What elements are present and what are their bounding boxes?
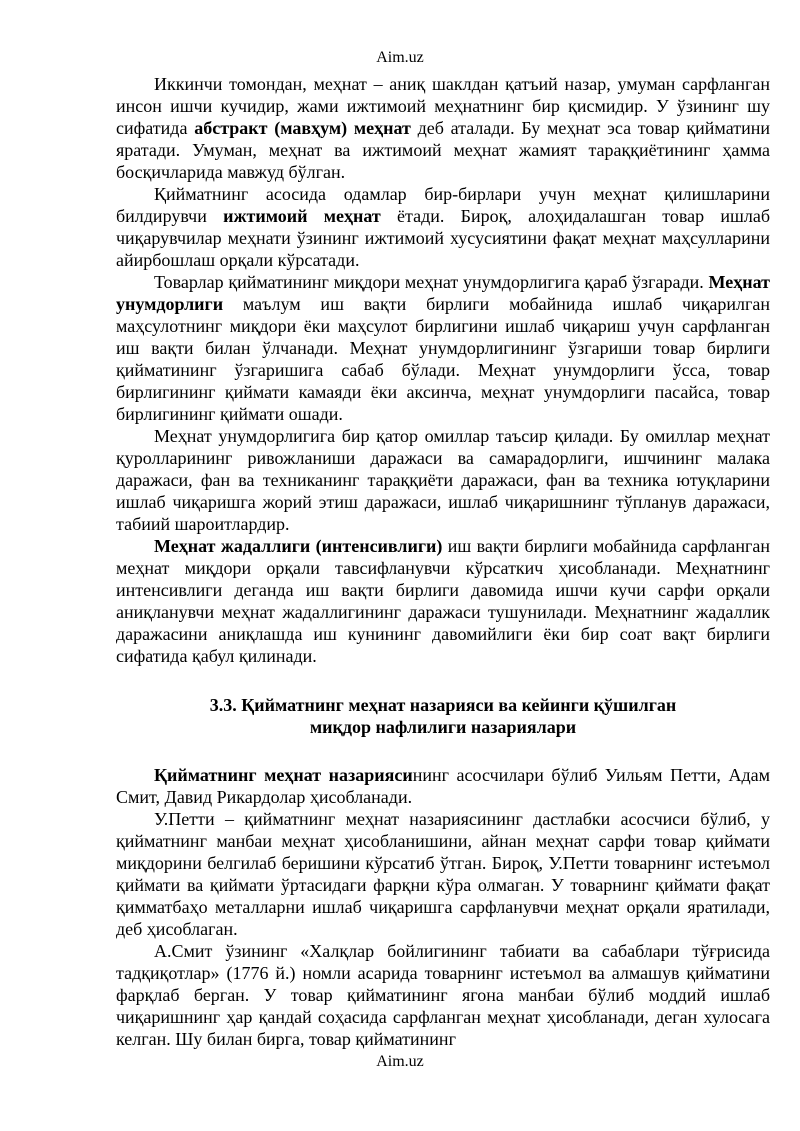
paragraphs-section-2 [116, 764, 770, 1050]
paragraph-text: нинг асосчилари бўлиб Уильям Петти, Адам Смит, Давид Рикардолар ҳисобланади. [116, 765, 771, 807]
page-footer: Aim.uz [376, 1053, 424, 1070]
paragraph [116, 425, 770, 535]
paragraph-text: Иккинчи томондан, меҳнат – аниқ шаклдан қатъий назар, умуман сарфланган инсон ишчи кучидир, жами ижтимоий меҳнатнинг бир қисмидир. У ўзининг шу сифатида [116, 74, 770, 138]
paragraph [116, 535, 770, 667]
bold-term: Меҳнат унумдорлиги [116, 272, 770, 314]
section-heading [116, 694, 770, 738]
paragraph [116, 940, 770, 1050]
paragraph-text: иш вақти бирлиги мобайнида сарфланган меҳнат миқдори орқали тавсифланувчи кўрсаткич ҳисобланади. Меҳнатнинг интенсивлиги деганда иш вақти бирлиги давомида ишчи кучи сарфи орқали аниқланувчи меҳнат жадаллигининг даражаси тушунилади. Меҳнатнинг жадаллик даражасини аниқлашда иш кунининг давомийлиги ёки бир соат вақт бирлиги сифатида қабул қилинади. [116, 536, 771, 666]
paragraph-text: Товарлар қийматининг миқдори меҳнат унумдорлигига қараб ўзгаради. [154, 272, 709, 292]
paragraph-text: У.Петти – қийматнинг меҳнат назариясининг дастлабки асосчиси бўлиб, у қийматнинг манбаи меҳнат ҳисобланишини, айнан меҳнат сарфи товар қиймати миқдорини белгилаб беришини кўрсатиб ўтган. Бироқ, У.Петти товарнинг истеъмол қиймати ва қиймати ўртасидаги фарқни кўра олмаган. У товарнинг қиймати фақат қимматбаҳо металларни ишлаб чиқаришга сарфланувчи меҳнат орқали яратилади, деб ҳисоблаган. [116, 809, 770, 939]
section-heading-line-2: миқдор нафлилиги назариялари [309, 717, 577, 737]
paragraph-text: А.Смит ўзининг «Халқлар бойлигининг табиати ва сабаблари тўғрисида тадқиқотлар» (1776 й.) номли асарида товарнинг истеъмол ва алмашув қийматини фарқлаб берган. У товар қийматининг ягона манбаи бўлиб моддий ишлаб чиқаришнинг ҳар қандай соҳасида сарфланган меҳнат ҳисобланади, деган хулосага келган. Шу билан бирга, товар қийматининг [116, 941, 770, 1049]
page-header: Aim.uz [376, 49, 424, 66]
paragraphs-section-1 [116, 73, 770, 667]
paragraph [116, 271, 770, 425]
paragraph [116, 808, 770, 940]
paragraph-text: Меҳнат унумдорлигига бир қатор омиллар таъсир қилади. Бу омиллар меҳнат қуролларининг ривожланиши даражаси ва самарадорлиги, ишчининг малака даражаси, фан ва техниканинг тараққиёти даражаси, фан ва техника ютуқларини ишлаб чиқаришга жорий этиш даражаси, ишлаб чиқаришнинг тўпланув даражаси, табиий шароитлардир. [116, 426, 770, 534]
paragraph-text: ётади. Бироқ, алоҳидалашган товар ишлаб чиқарувчилар меҳнати ўзининг ижтимоий хусусиятини фақат меҳнат маҳсулларини айирбошлаш орқали кўрсатади. [116, 206, 770, 270]
paragraph-text: деб аталади. Бу меҳнат эса товар қийматини яратади. Умуман, меҳнат ва ижтимоий меҳнат жамият тараққиётининг ҳамма босқичларида мавжуд бўлган. [116, 118, 770, 182]
section-heading-line-1: 3.3. Қийматнинг меҳнат назарияси ва кейинги қўшилган [209, 695, 677, 715]
paragraph-text: маълум иш вақти бирлиги мобайнида ишлаб чиқарилган маҳсулотнинг миқдори ёки маҳсулот бирлигини ишлаб чиқариш учун сарфланган иш вақти билан ўлчанади. Меҳнат унумдорлигининг ўзгариши товар бирлиги қийматининг ўзгаришига сабаб бўлади. Меҳнат унумдорлиги ўсса, товар бирлигининг қиймати камаяди ёки аксинча, меҳнат унумдорлиги пасайса, товар бирлигининг қиймати ошади. [116, 294, 770, 424]
paragraph-text: Қийматнинг асосида одамлар бир-бирлари учун меҳнат қилишларини билдирувчи [116, 184, 770, 226]
paragraph [116, 73, 770, 183]
bold-term: Қийматнинг меҳнат назарияси [154, 765, 413, 785]
bold-term: абстракт (мавҳум) меҳнат [194, 118, 411, 138]
paragraph [116, 183, 770, 271]
paragraph [116, 764, 770, 808]
bold-term: Меҳнат жадаллиги (интенсивлиги) [154, 536, 443, 556]
bold-term: ижтимоий меҳнат [223, 206, 381, 226]
page-body [116, 73, 770, 1050]
